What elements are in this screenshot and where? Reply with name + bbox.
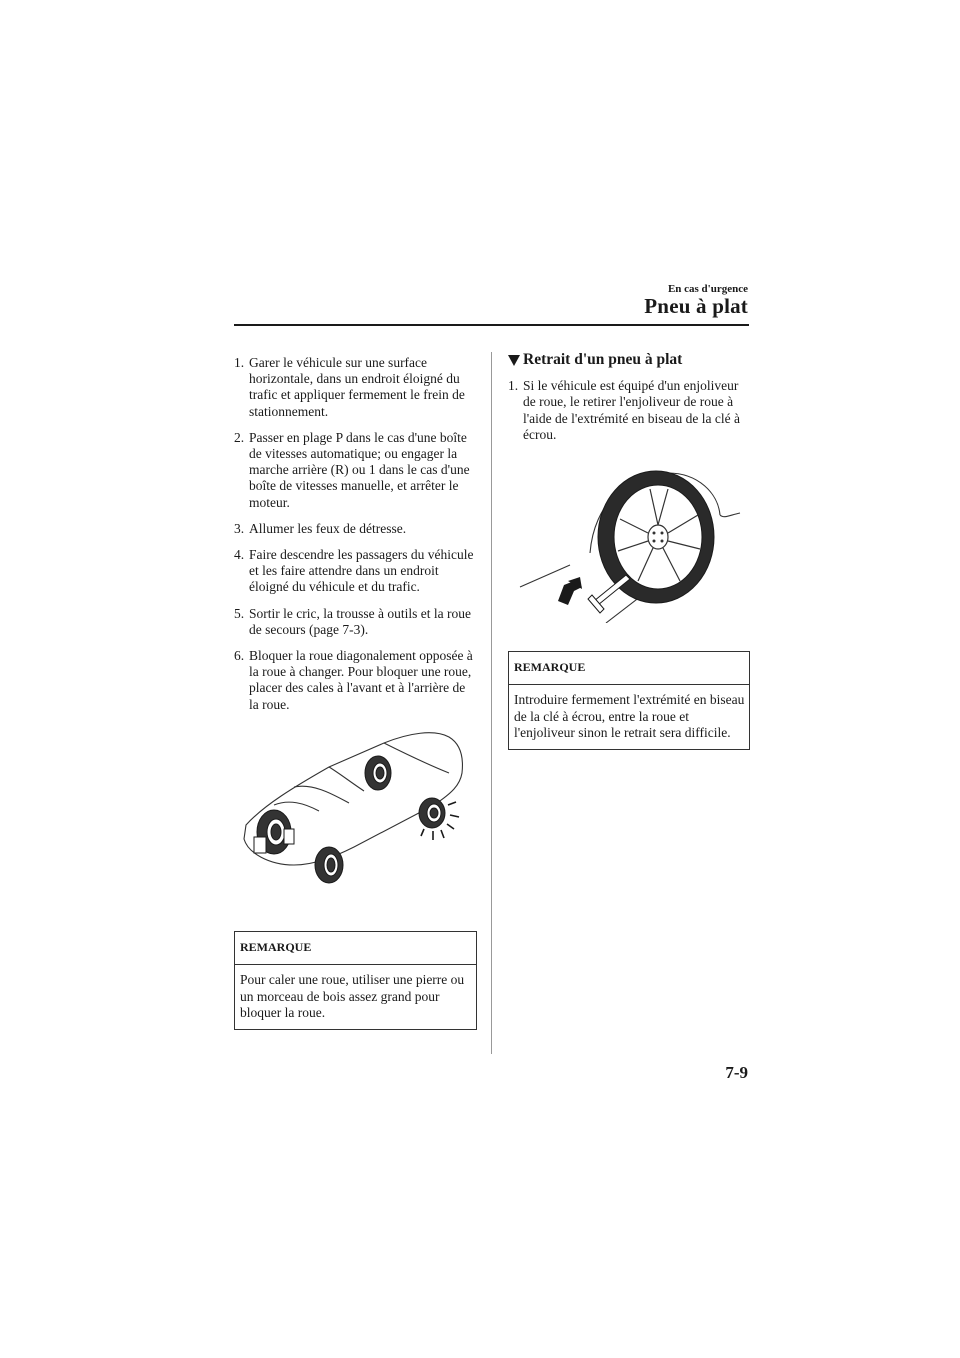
step-text: Allumer les feux de détresse. xyxy=(249,520,407,536)
step-text: Faire descendre les passagers du véhicule et les faire attendre dans un endroit éloigné du véhicule et du trafic. xyxy=(249,547,474,595)
step-number: 3. xyxy=(234,520,245,536)
step-number: 1. xyxy=(234,355,245,370)
page-number: 7-9 xyxy=(725,1063,748,1082)
list-item xyxy=(234,606,477,638)
step-number: 1. xyxy=(508,378,519,394)
section-subheading xyxy=(508,352,750,368)
step-text: Garer le véhicule sur une surface horizontale, dans un endroit éloigné du trafic et appliquer fermement le frein de stationnement. xyxy=(249,355,465,419)
procedure-steps xyxy=(234,355,477,713)
list-item xyxy=(234,648,477,713)
note-heading: REMARQUE xyxy=(509,652,749,685)
triangle-bullet-icon xyxy=(508,355,520,366)
list-item xyxy=(234,547,477,596)
right-column xyxy=(508,352,750,750)
column-divider xyxy=(491,352,492,1054)
note-text: Pour caler une roue, utiliser une pierre ou un morceau de bois assez grand pour bloquer la roue. xyxy=(240,972,465,1021)
step-text: Sortir le cric, la trousse à outils et la roue de secours (page 7-3). xyxy=(249,605,471,637)
left-column xyxy=(234,355,477,1030)
header-rule xyxy=(234,324,749,326)
section-label: En cas d'urgence xyxy=(667,283,748,295)
step-number: 5. xyxy=(234,605,245,621)
note-box xyxy=(234,931,477,1030)
note-box xyxy=(508,651,750,750)
list-item xyxy=(234,521,477,537)
list-item xyxy=(234,430,477,511)
removal-steps xyxy=(508,378,750,443)
list-item xyxy=(234,355,477,420)
page-title: Pneu à plat xyxy=(644,294,748,318)
step-text: Si le véhicule est équipé d'un enjoliveur de roue, le retirer l'enjoliveur de roue à l'aide de l'extrémité en biseau de la clé à écrou. xyxy=(523,378,741,442)
step-number: 4. xyxy=(234,547,245,563)
step-number: 2. xyxy=(234,429,245,445)
step-text: Bloquer la roue diagonalement opposée à la roue à changer. Pour bloquer une roue, placer des cales à l'avant et à l'arrière de la roue. xyxy=(249,648,473,712)
subheading-text: Retrait d'un pneu à plat xyxy=(523,351,683,368)
list-item xyxy=(508,378,750,443)
hubcap-removal-illustration xyxy=(508,453,750,623)
step-number: 6. xyxy=(234,648,245,664)
note-heading: REMARQUE xyxy=(235,932,476,965)
note-text: Introduire fermement l'extrémité en biseau de la clé à écrou, entre la roue et l'enjoliveur sinon le retrait sera difficile. xyxy=(514,692,745,741)
wheel-chock-illustration xyxy=(234,725,477,911)
step-text: Passer en plage P dans le cas d'une boîte de vitesses automatique; ou engager la marche arrière (R) ou 1 dans le cas d'une boîte de vitesses manuelle, et arrêter le moteur. xyxy=(249,429,470,510)
